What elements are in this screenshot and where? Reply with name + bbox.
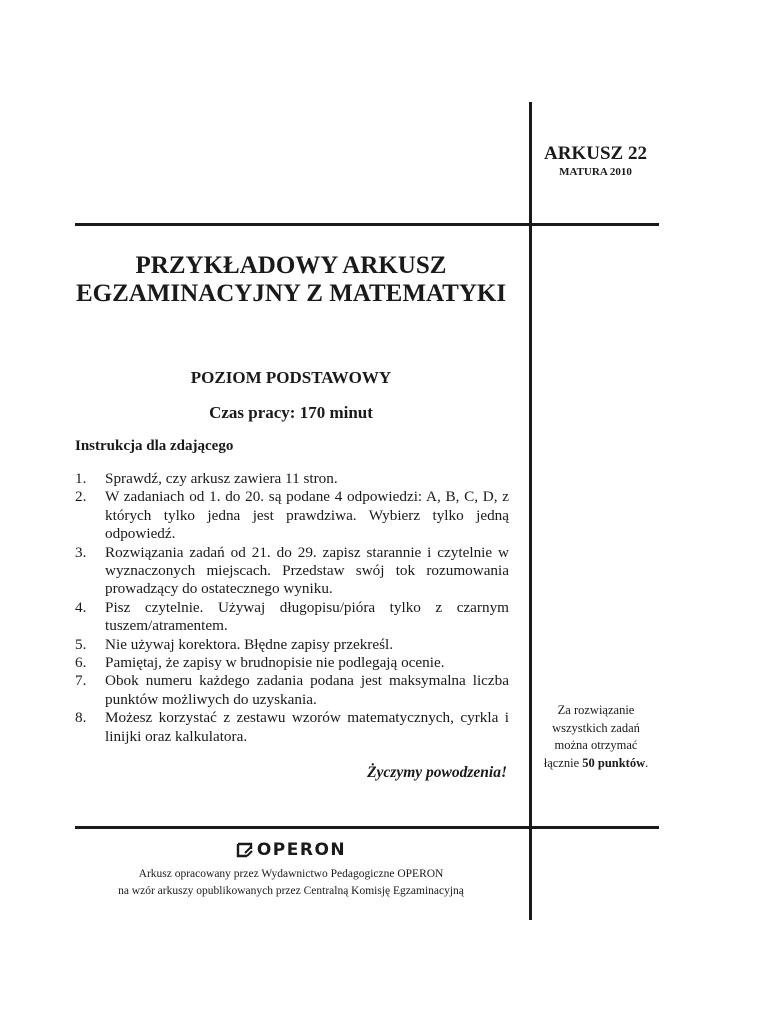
points-note-suffix: .	[645, 755, 649, 770]
credit-line-1: Arkusz opracowany przez Wydawnictwo Pedagogiczne OPERON	[138, 868, 444, 880]
list-item-text: Rozwiązania zadań od 21. do 29. zapisz starannie i czytelnie w wyznaczonych miejscach. Przedstaw swój tok rozumowania prowadzący do ostatecznego wyniku.	[105, 543, 509, 598]
list-item	[75, 544, 509, 599]
exam-label: MATURA 2010	[559, 166, 632, 178]
list-item-text: Pisz czytelnie. Używaj długopisu/pióra tylko z czarnym tuszem/atramentem.	[105, 598, 509, 635]
list-item	[75, 672, 509, 709]
list-item	[75, 636, 509, 654]
page-title-line-2: EGZAMINACYJNY Z MATEMATYKI	[75, 280, 507, 307]
operon-logo-icon	[236, 842, 254, 858]
points-note-prefix: łącznie	[543, 755, 583, 770]
page-title	[75, 252, 507, 308]
list-item-number: 1.	[75, 470, 87, 487]
instructions-list	[75, 470, 509, 746]
list-item-number: 3.	[75, 543, 87, 561]
list-item-text: Pamiętaj, że zapisy w brudnopisie nie podlegają ocenie.	[105, 654, 445, 672]
total-points-note	[534, 702, 658, 772]
list-item-text: Nie używaj korektora. Błędne zapisy przekreśl.	[105, 635, 394, 653]
exam-time: Czas pracy: 170 minut	[209, 403, 373, 422]
bottom-horizontal-divider	[75, 826, 659, 829]
list-item-number: 8.	[75, 709, 87, 727]
top-horizontal-divider	[75, 223, 659, 226]
list-item-number: 7.	[75, 672, 87, 690]
list-item	[75, 709, 509, 746]
list-item	[75, 470, 509, 488]
list-item-text: Możesz korzystać z zestawu wzorów matematycznych, cyrkla i linijki oraz kalkulatora.	[105, 709, 509, 745]
publisher-logo-inner	[236, 840, 346, 860]
list-item-number: 6.	[75, 654, 87, 672]
instructions-heading: Instrukcja dla zdającego	[75, 438, 234, 454]
exam-level: POZIOM PODSTAWOWY	[190, 368, 392, 387]
list-item-number: 2.	[75, 488, 87, 506]
publisher-logo	[75, 840, 507, 860]
publisher-logo-text: OPERON	[256, 840, 347, 860]
total-points: 50 punktów	[582, 755, 646, 770]
list-item	[75, 599, 509, 636]
list-item-text: W zadaniach od 1. do 20. są podane 4 odpowiedzi: A, B, C, D, z których tylko jedna jest prawdziwa. Wybierz tylko jedną odpowiedź.	[105, 488, 509, 543]
publisher-credit	[75, 866, 507, 900]
list-item	[75, 488, 509, 543]
sheet-number: ARKUSZ 22	[544, 143, 647, 164]
page-title-line-1: PRZYKŁADOWY ARKUSZ	[135, 252, 447, 279]
good-luck-message: Życzymy powodzenia!	[367, 764, 507, 781]
list-item-number: 5.	[75, 635, 87, 653]
list-item-text: Obok numeru każdego zadania podana jest maksymalna liczba punktów możliwych do uzyskania.	[105, 672, 509, 708]
points-note-line-1: Za rozwiązanie	[557, 703, 635, 717]
points-note-line-4	[534, 755, 658, 773]
list-item	[75, 654, 509, 672]
credit-line-2: na wzór arkuszy opublikowanych przez Centralną Komisję Egzaminacyjną	[118, 885, 464, 897]
list-item-number: 4.	[75, 598, 87, 616]
points-note-line-3: można otrzymać	[554, 738, 638, 752]
list-item-text: Sprawdź, czy arkusz zawiera 11 stron.	[105, 470, 338, 487]
points-note-line-2: wszystkich zadań	[552, 720, 640, 735]
